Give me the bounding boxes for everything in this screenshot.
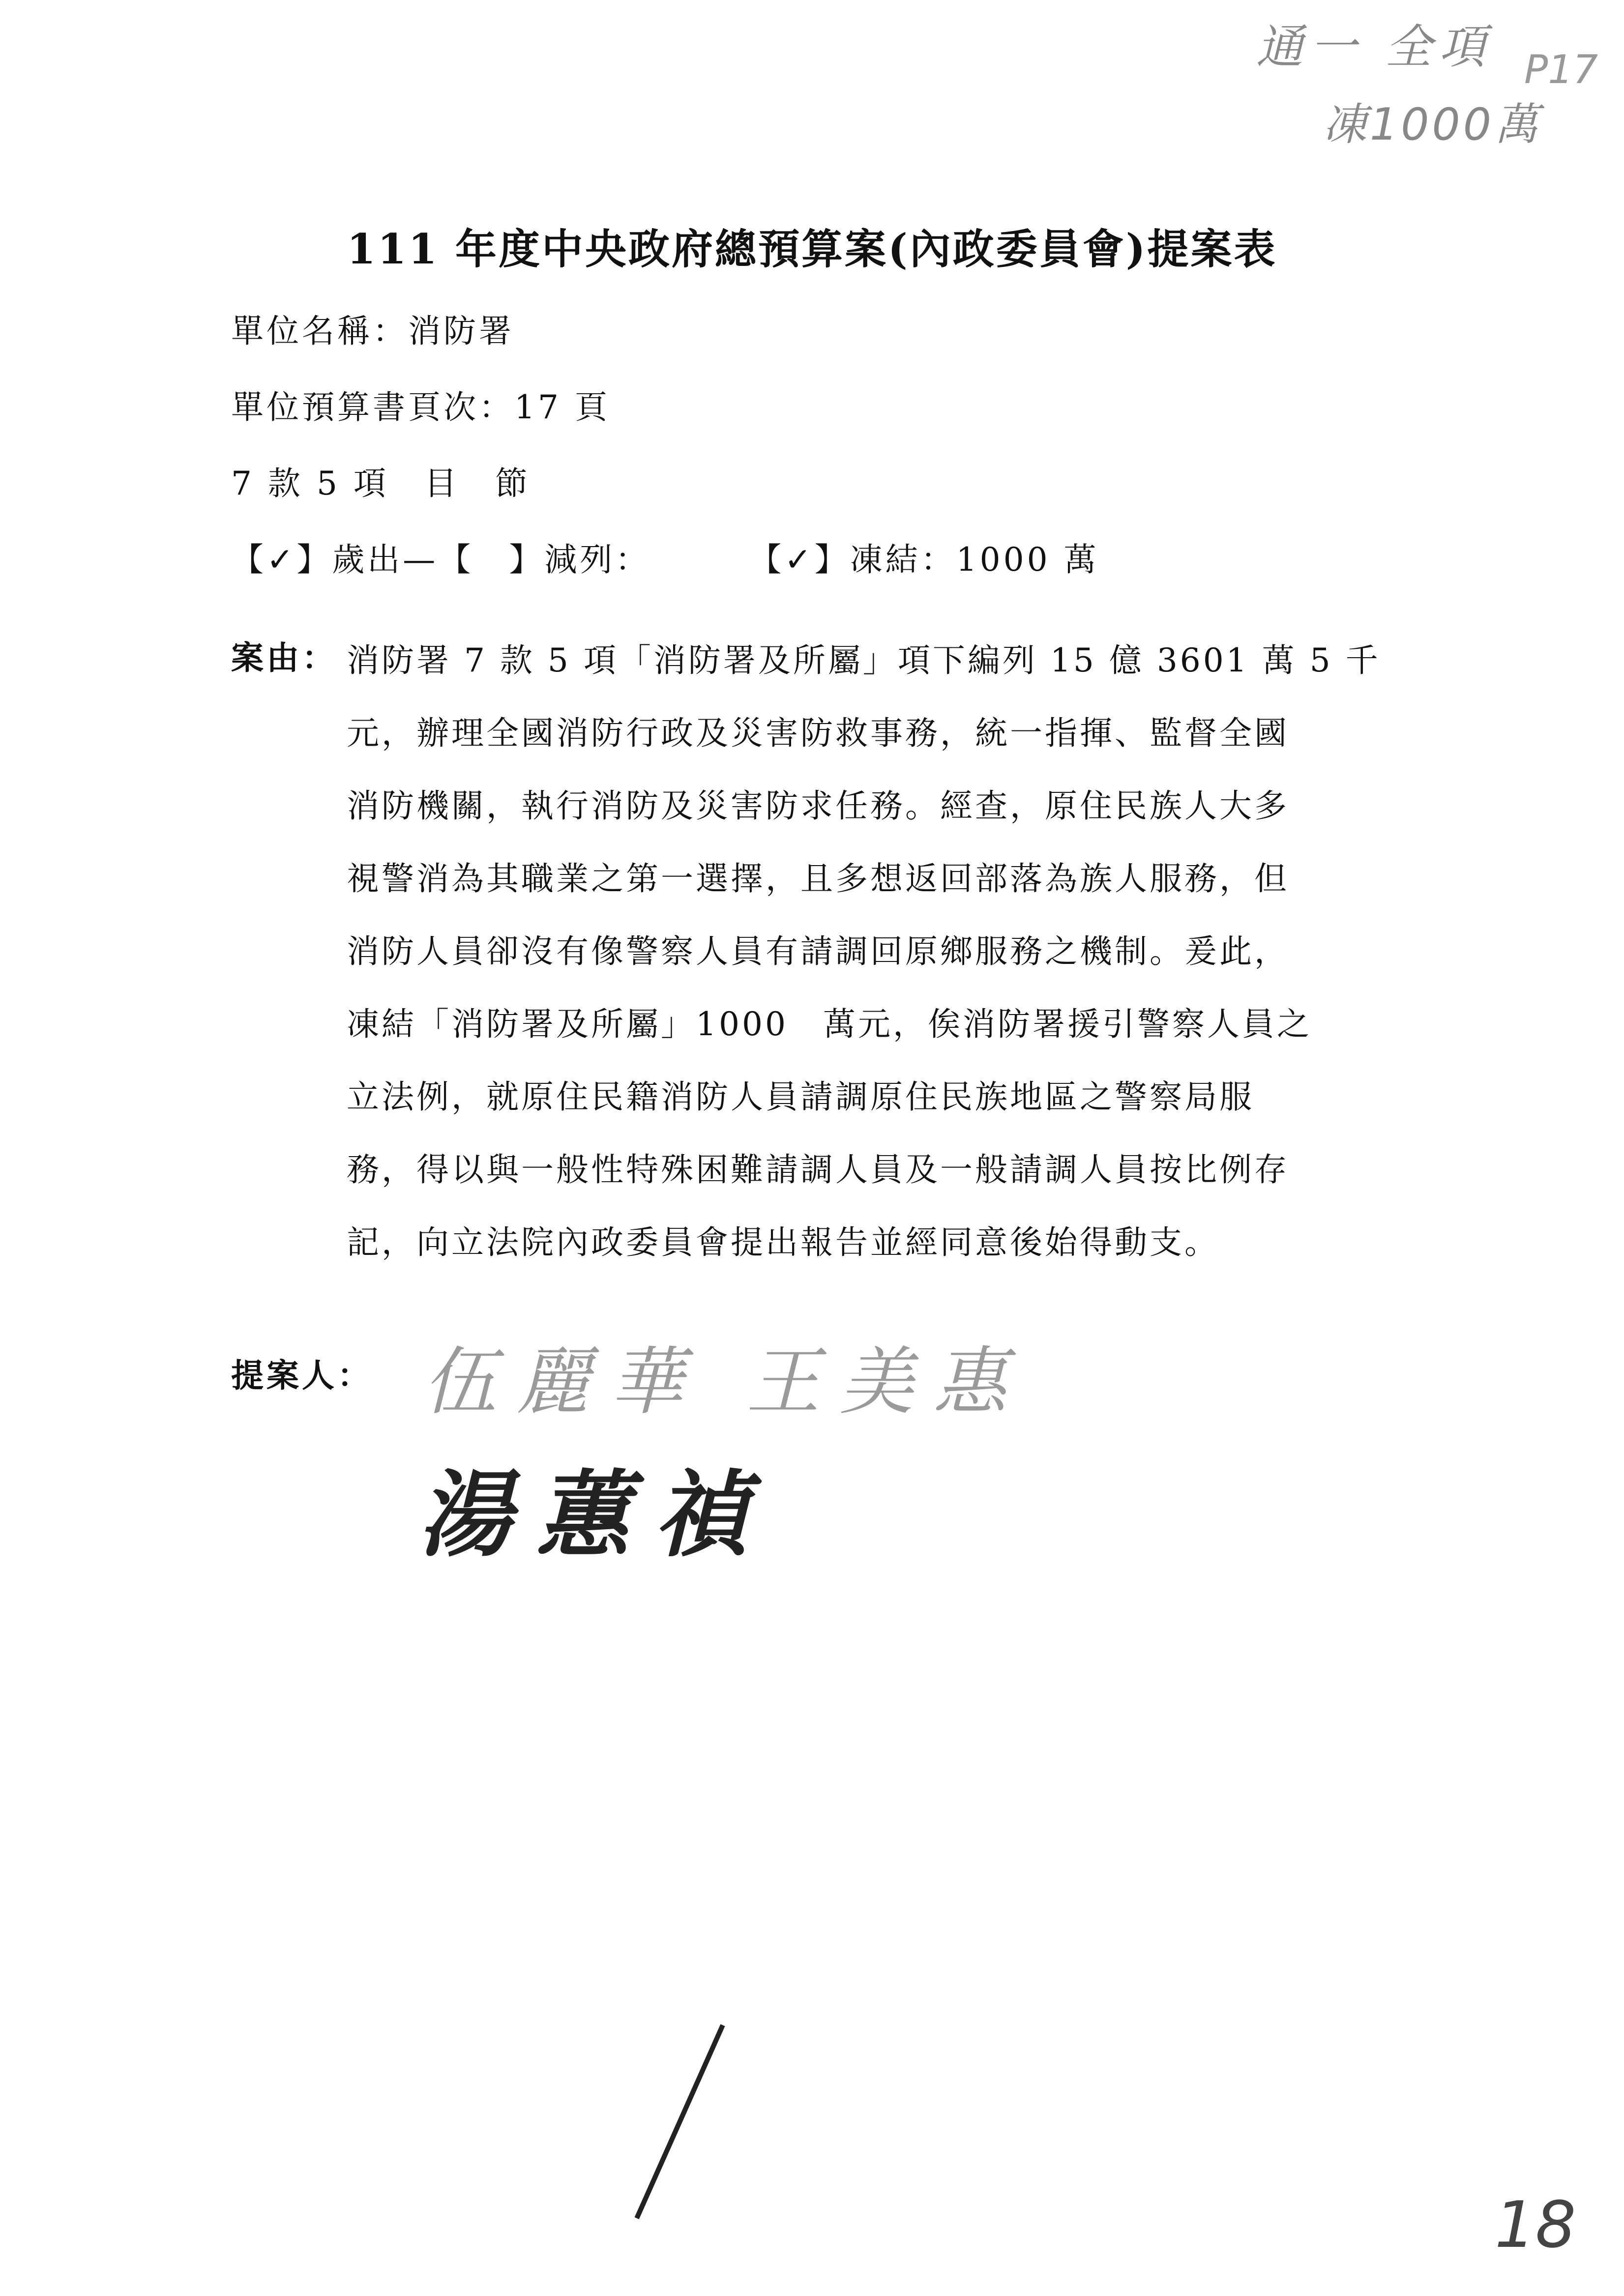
signature-row-2: 湯蕙禎: [418, 1461, 772, 1569]
reason-line: 消防人員卻沒有像警察人員有請調回原鄉服務之機制。爰此，: [347, 932, 1289, 970]
budget-page-label: 單位預算書頁次：: [231, 388, 514, 426]
reason-line: 務，得以與一般性特殊困難請調人員及一般請調人員按比例存: [347, 1151, 1289, 1189]
section-row: 7 款 5 項 目 節: [231, 465, 531, 502]
unit-name-value: 消防署: [408, 312, 514, 350]
document-title: 111 年度中央政府總預算案(內政委員會)提案表: [347, 225, 1277, 273]
budget-page-row: [231, 381, 610, 428]
reason-line: 視警消為其職業之第一選擇，且多想返回部落為族人服務，但: [347, 860, 1289, 898]
unit-name-row: [231, 305, 514, 351]
expenditure-label: 歲出—: [332, 541, 439, 579]
reduce-checkbox: 【 】: [438, 541, 545, 579]
freeze-checkbox: 【✓】: [749, 541, 850, 579]
reason-line: 元，辦理全國消防行政及災害防救事務，統一指揮、監督全國: [347, 714, 1289, 752]
page-number: 18: [1495, 2187, 1576, 2262]
reason-line: 凍結「消防署及所屬」1000 萬元，俟消防署援引警察人員之: [347, 1005, 1312, 1043]
reason-label: 案由：: [231, 639, 337, 677]
reason-body: [347, 624, 1381, 1279]
margin-note-scope: 通一 全項: [1256, 20, 1493, 74]
margin-note-page-ref: P17: [1524, 47, 1598, 92]
proposer-label: 提案人：: [231, 1356, 373, 1395]
reason-line: 消防署 7 款 5 項「消防署及所屬」項下編列 15 億 3601 萬 5 千: [347, 641, 1381, 679]
reason-line: 記，向立法院內政委員會提出報告並經同意後始得動支。: [347, 1223, 1219, 1261]
freeze-label: 凍結：1000 萬: [850, 541, 1099, 579]
signature-row-1: 伍麗華 王美惠: [423, 1339, 1027, 1425]
reduce-label: 減列：: [544, 541, 651, 579]
options-row: [231, 533, 1099, 580]
expenditure-checkbox: 【✓】: [231, 541, 332, 579]
unit-name-label: 單位名稱：: [231, 312, 408, 350]
budget-page-value: 17 頁: [514, 388, 610, 426]
end-slash-mark: [635, 2024, 725, 2219]
reason-line: 消防機關，執行消防及災害防求任務。經查，原住民族人大多: [347, 787, 1289, 825]
reason-line: 立法例，就原住民籍消防人員請調原住民族地區之警察局服: [347, 1078, 1254, 1116]
margin-note-freeze: 凍1000萬: [1323, 99, 1542, 150]
